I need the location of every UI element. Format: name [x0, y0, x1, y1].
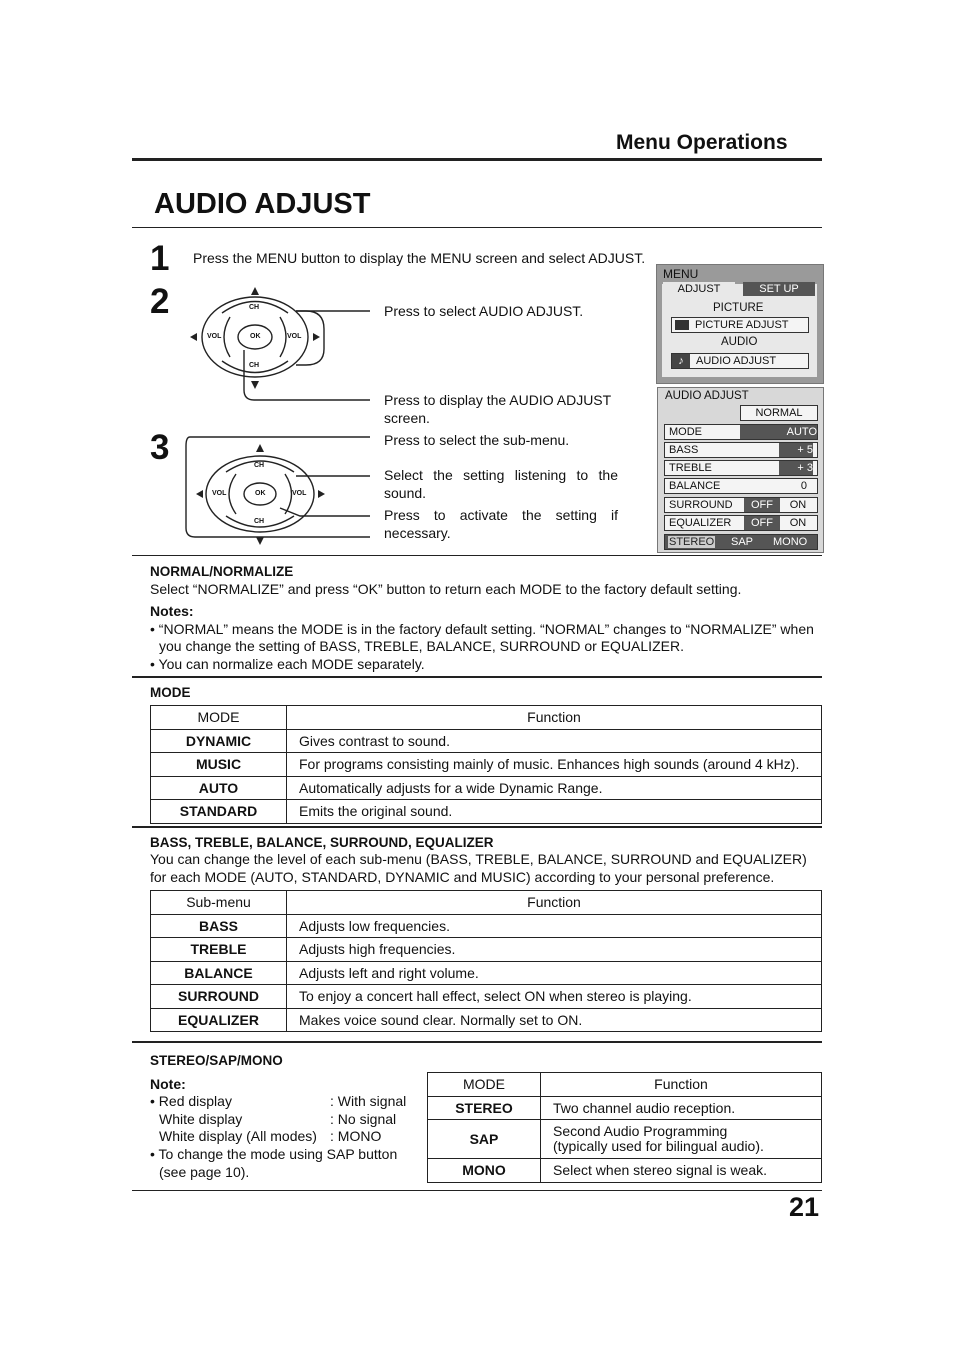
submenu-name: SURROUND [151, 985, 287, 1009]
step3-activate-text: Press to activate the setting if necessary. [384, 507, 618, 541]
mode-name: AUTO [151, 776, 287, 800]
submenu-col-header: Sub-menu [151, 891, 287, 915]
submenu-function: Adjusts low frequencies. [287, 914, 822, 938]
stereo-mode-name: SAP [428, 1120, 541, 1159]
table-row [151, 914, 822, 938]
osd-bass-value: + 5 [779, 443, 813, 457]
function-col-header: Function [287, 706, 822, 730]
osd-normal-button: NORMAL [740, 405, 818, 421]
mode-name: DYNAMIC [151, 729, 287, 753]
submenu-function-col-header: Function [287, 891, 822, 915]
osd-menu-screen [656, 264, 824, 384]
osd-menu-title: MENU [663, 267, 699, 281]
osd-audio-adjust-label: AUDIO ADJUST [696, 355, 777, 367]
stereo-note-heading: Note: [150, 1076, 186, 1092]
stereo-note-4a: • To change the mode using SAP button [150, 1146, 398, 1162]
osd-equalizer-label: EQUALIZER [669, 517, 732, 529]
stereo-mode-function [541, 1120, 822, 1159]
mode-function: For programs consisting mainly of music. Enhances high sounds (around 4 kHz). [287, 753, 822, 777]
step-number-1: 1 [150, 239, 170, 278]
osd-equalizer-off: OFF [744, 516, 780, 530]
submenu-name: BALANCE [151, 961, 287, 985]
remote1-vol-right: VOL [287, 333, 302, 340]
stereo-table [427, 1072, 822, 1183]
osd-mode-label: MODE [669, 426, 702, 438]
osd-row-balance [664, 478, 818, 494]
osd-row-equalizer [664, 515, 818, 531]
stereo-note-3-left: White display (All modes) [159, 1128, 317, 1144]
header-rule [132, 158, 822, 161]
step2-select-text: Press to select AUDIO ADJUST. [384, 303, 584, 319]
page-number: 21 [789, 1192, 820, 1222]
osd-row-treble [664, 460, 818, 476]
stereo-mode-function: Select when stereo signal is weak. [541, 1159, 822, 1183]
osd-tab-setup: SET UP [743, 282, 815, 296]
table-row [151, 753, 822, 777]
stereo-mode-name: MONO [428, 1159, 541, 1183]
notes-heading: Notes: [150, 603, 194, 619]
note-1b: you change the setting of BASS, TREBLE, BALANCE, SURROUND or EQUALIZER. [159, 638, 684, 654]
section-rule-3 [132, 826, 822, 828]
submenu-name: EQUALIZER [151, 1008, 287, 1032]
submenu-heading: BASS, TREBLE, BALANCE, SURROUND, EQUALIZER [150, 835, 494, 850]
mode-function: Automatically adjusts for a wide Dynamic Range. [287, 776, 822, 800]
osd-balance-label: BALANCE [669, 480, 721, 492]
table-row [428, 1096, 822, 1120]
section-rule-4 [132, 1041, 822, 1043]
step3-select-text: Press to select the sub-menu. [384, 432, 570, 448]
table-row [428, 1159, 822, 1183]
stereo-note-4b: (see page 10). [159, 1164, 250, 1180]
osd-picture-label: PICTURE [713, 302, 764, 314]
submenu-text-2: for each MODE (AUTO, STANDARD, DYNAMIC and MUSIC) according to your personal preference. [150, 869, 775, 885]
submenu-function: Adjusts left and right volume. [287, 961, 822, 985]
stereo-mode-name: STEREO [428, 1096, 541, 1120]
remote1-ch-bottom: CH [249, 362, 260, 369]
stereo-note-1-right: : With signal [330, 1093, 407, 1109]
sap-function-line-1: Second Audio Programming [553, 1123, 728, 1139]
table-row [151, 1008, 822, 1032]
step2-display-text: Press to display the AUDIO ADJUST screen. [384, 392, 611, 426]
osd-bass-label: BASS [669, 444, 699, 456]
section-rule-2 [132, 676, 822, 678]
remote2-ok: OK [255, 490, 266, 497]
step3-setting-text: Select the setting listening to the sound. [384, 467, 618, 501]
submenu-name: TREBLE [151, 938, 287, 962]
submenu-name: BASS [151, 914, 287, 938]
submenu-function: Makes voice sound clear. Normally set to ON. [287, 1008, 822, 1032]
osd-treble-value: + 3 [779, 461, 813, 475]
submenu-function: To enjoy a concert hall effect, select ON when stereo is playing. [287, 985, 822, 1009]
osd-audio-title: AUDIO ADJUST [665, 390, 749, 402]
remote1-vol-left: VOL [207, 333, 222, 340]
osd-treble-label: TREBLE [669, 462, 712, 474]
osd-mono: MONO [773, 536, 808, 548]
osd-balance-value: 0 [800, 480, 807, 492]
mode-heading: MODE [150, 685, 191, 700]
mode-table [150, 705, 822, 824]
stereo-mode-function: Two channel audio reception. [541, 1096, 822, 1120]
osd-sap: SAP [731, 536, 754, 548]
osd-row-mode [664, 424, 818, 440]
submenu-table [150, 890, 822, 1032]
title-rule [132, 227, 822, 228]
osd-picture-adjust [671, 317, 809, 333]
mode-function: Gives contrast to sound. [287, 729, 822, 753]
stereo-note-2-right: : No signal [330, 1111, 397, 1127]
stereo-mode-col-header: MODE [428, 1073, 541, 1097]
stereo-function-col-header: Function [541, 1073, 822, 1097]
step-number-3: 3 [150, 428, 170, 467]
osd-mode-value: AUTO [740, 425, 817, 439]
table-row [151, 938, 822, 962]
stereo-heading: STEREO/SAP/MONO [150, 1053, 283, 1068]
osd-surround-label: SURROUND [669, 499, 733, 511]
osd-surround-on: ON [789, 499, 807, 511]
table-row [151, 800, 822, 824]
osd-audio-label: AUDIO [721, 336, 758, 348]
table-row [428, 1120, 822, 1159]
stereo-note-3-right: : MONO [330, 1128, 382, 1144]
sap-function-line-2: (typically used for bilingual audio). [553, 1138, 764, 1154]
submenu-text-1: You can change the level of each sub-menu (BASS, TREBLE, BALANCE, SURROUND and EQUALIZER) [150, 851, 807, 867]
table-row [151, 961, 822, 985]
mode-col-header: MODE [151, 706, 287, 730]
note-1a: • “NORMAL” means the MODE is in the factory default setting. “NORMAL” changes to “NORMALIZE” when [150, 621, 814, 637]
mode-function: Emits the original sound. [287, 800, 822, 824]
stereo-note-2-left: White display [159, 1111, 243, 1127]
osd-picture-adjust-label: PICTURE ADJUST [695, 319, 789, 331]
music-note-icon: ♪ [672, 354, 690, 368]
osd-row-bass [664, 442, 818, 458]
section-rule-5 [132, 1190, 822, 1191]
remote2-ch-bottom: CH [254, 518, 265, 525]
normalize-text: Select “NORMALIZE” and press “OK” button to return each MODE to the factory default setting. [150, 581, 742, 597]
normalize-heading: NORMAL/NORMALIZE [150, 564, 294, 579]
page-title: AUDIO ADJUST [154, 188, 371, 220]
osd-row-surround [664, 497, 818, 513]
remote2-vol-right: VOL [292, 490, 307, 497]
submenu-function: Adjusts high frequencies. [287, 938, 822, 962]
mode-name: STANDARD [151, 800, 287, 824]
section-rule-1 [132, 555, 822, 556]
remote1-ok: OK [250, 333, 261, 340]
remote2-vol-left: VOL [212, 490, 227, 497]
remote1-ch-top: CH [249, 304, 260, 311]
osd-stereo: STEREO [669, 536, 715, 548]
step1-text: Press the MENU button to display the MENU screen and select ADJUST. [193, 250, 646, 266]
table-row [151, 985, 822, 1009]
osd-audio-adjust [671, 353, 809, 369]
stereo-note-1-left: • Red display [150, 1093, 232, 1109]
step-number-2: 2 [150, 282, 170, 321]
remote2-ch-top: CH [254, 462, 265, 469]
section-title: Menu Operations [616, 131, 788, 154]
picture-icon [675, 320, 689, 330]
mode-name: MUSIC [151, 753, 287, 777]
osd-equalizer-on: ON [789, 517, 807, 529]
table-row [151, 729, 822, 753]
osd-audio-adjust-screen [657, 387, 824, 553]
osd-tab-adjust: ADJUST [663, 282, 735, 296]
osd-surround-off: OFF [744, 498, 780, 512]
note-2: • You can normalize each MODE separately. [150, 656, 425, 672]
osd-row-stereo-sap-mono [664, 534, 818, 550]
table-row [151, 776, 822, 800]
